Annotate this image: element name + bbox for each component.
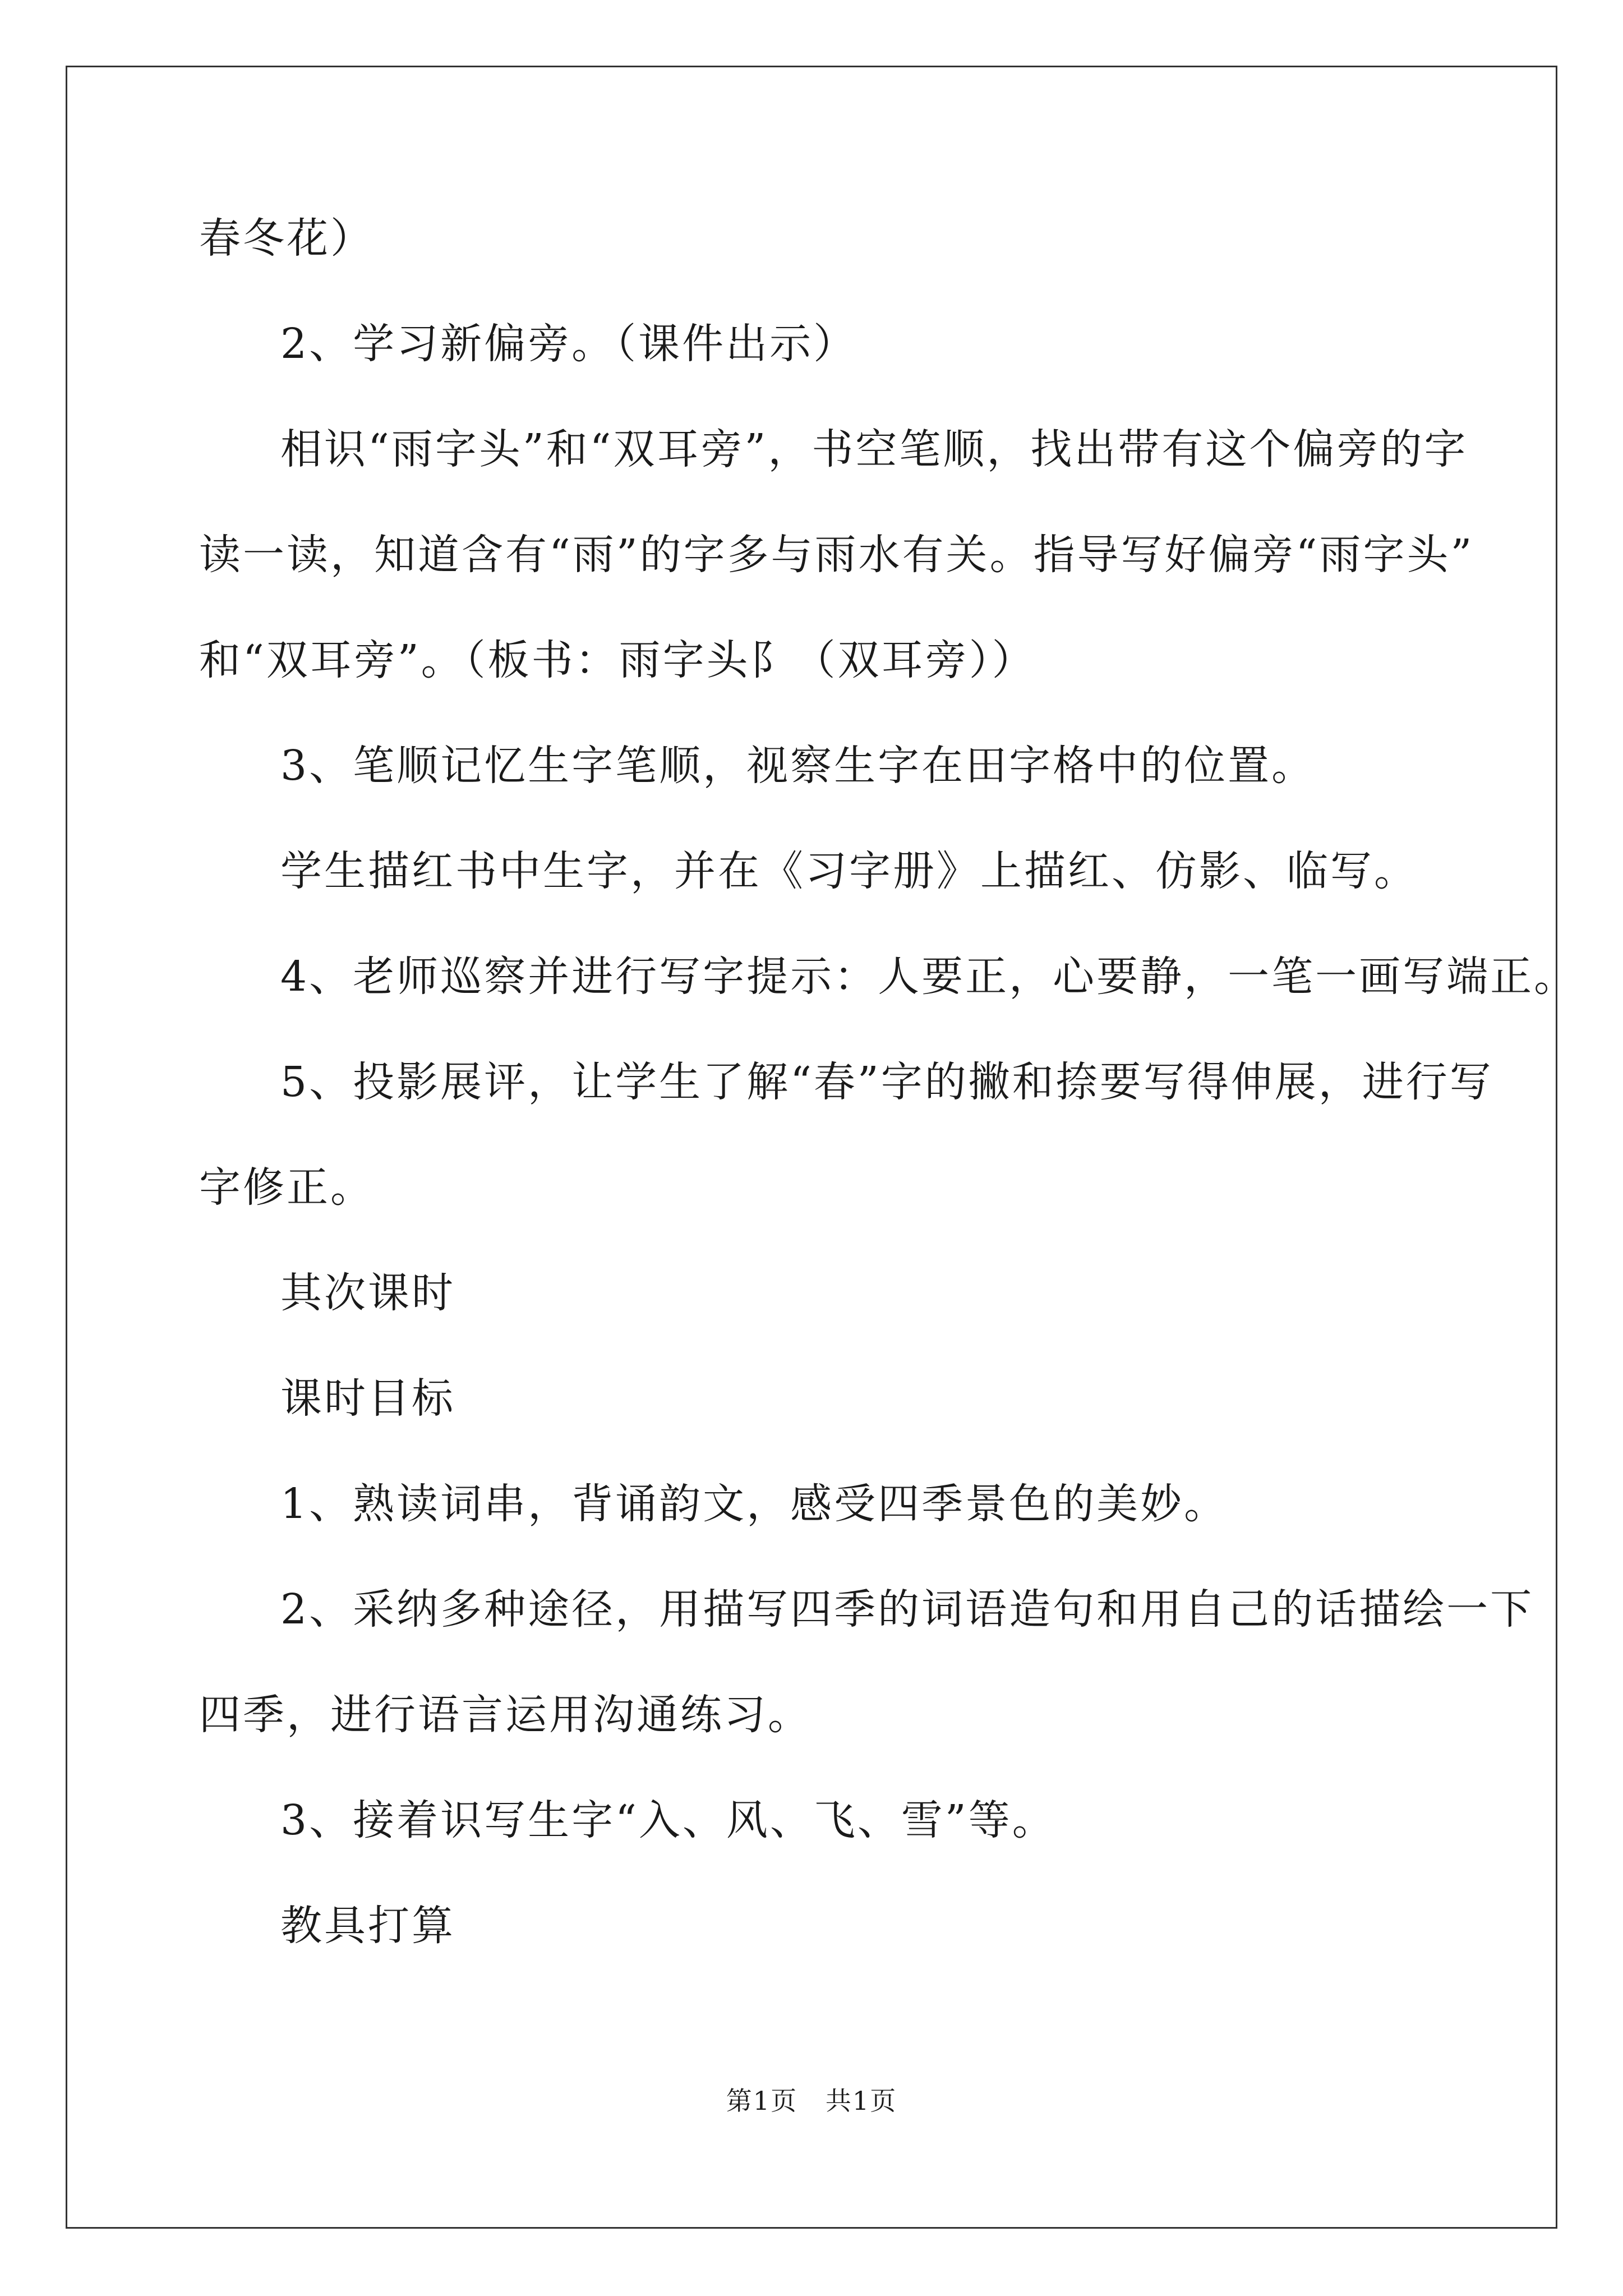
paragraph-line: 2、学习新偏旁。（课件出示）	[280, 320, 857, 368]
paragraph-line: 5、投影展评，让学生了解“春”字的撇和捺要写得伸展，进行写	[280, 1058, 1493, 1106]
paragraph-line: 2、采纳多种途径，用描写四季的词语造句和用自己的话描绘一下	[280, 1585, 1534, 1634]
paragraph-line: 3、笔顺记忆生字笔顺，视察生字在田字格中的位置。	[280, 742, 1316, 790]
page-number-footer: 第1页 共1页	[726, 2086, 897, 2116]
paragraph-line: 3、接着识写生字“入、风、飞、雪”等。	[280, 1796, 1056, 1844]
paragraph-line: 春冬花）	[199, 214, 374, 263]
section-heading: 课时目标	[280, 1374, 455, 1423]
paragraph-line: 相识“雨字头”和“双耳旁”，书空笔顺，找出带有这个偏旁的字	[280, 425, 1468, 473]
paragraph-line: 学生描红书中生字，并在《习字册》上描红、仿影、临写。	[280, 847, 1418, 895]
section-heading: 教具打算	[280, 1902, 455, 1950]
section-heading: 其次课时	[280, 1269, 455, 1317]
paragraph-line: 4、老师巡察并进行写字提示：人要正，心要静，一笔一画写端正。	[280, 953, 1578, 1001]
paragraph-line: 和“双耳旁”。（板书：雨字头阝（双耳旁））	[199, 636, 1036, 684]
paragraph-line: 读一读，知道含有“雨”的字多与雨水有关。指导写好偏旁“雨字头”	[199, 531, 1474, 579]
paragraph-line: 字修正。	[199, 1163, 374, 1212]
paragraph-line: 四季，进行语言运用沟通练习。	[199, 1691, 811, 1739]
paragraph-line: 1、熟读词串，背诵韵文，感受四季景色的美妙。	[280, 1480, 1228, 1528]
